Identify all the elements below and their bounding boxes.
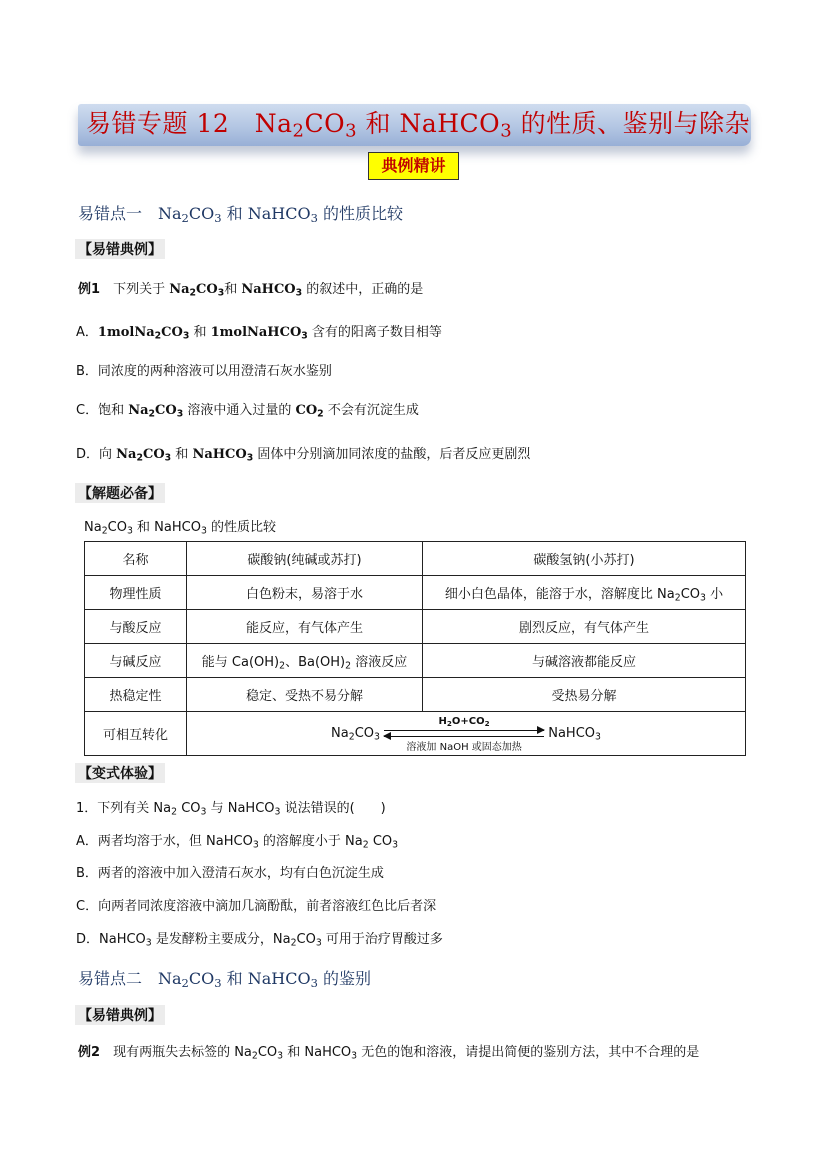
table-row bbox=[85, 678, 746, 712]
table-cell: 能反应，有气体产生 bbox=[187, 610, 423, 644]
table-cell: 可相互转化 bbox=[85, 712, 187, 756]
variant-option-a: A．两者均溶于水，但 NaHCO$_3$ 的溶解度小于 $Na_2$ $CO_3$ bbox=[76, 834, 399, 851]
comparison-table bbox=[84, 541, 746, 756]
table-header-cell: 名称 bbox=[85, 542, 187, 576]
option-c: C．饱和 $Na_2CO_3$ 溶液中通入过量的 $CO_2$ 不会有沉淀生成 bbox=[76, 403, 419, 420]
table-cell: 物理性质 bbox=[85, 576, 187, 610]
section-heading-1: 易错点一 $Na_2CO_3$ 和 NaHCO$_3$ 的性质比较 bbox=[78, 204, 404, 225]
option-d: D．向 $Na_2CO_3$ 和 NaHCO$_3$ 固体中分别滴加同浓度的盐酸，后者反应更剧烈 bbox=[76, 447, 531, 464]
formula-nahco3: NaHCO$_3$ bbox=[548, 726, 601, 743]
reversible-arrow bbox=[384, 717, 544, 751]
reverse-arrow bbox=[384, 736, 544, 737]
table-cell: 能与 $Ca(OH)_2$、$Ba(OH)_2$ 溶液反应 bbox=[187, 644, 423, 678]
table-caption: $Na_2CO_3$ 和 NaHCO$_3$ 的性质比较 bbox=[84, 520, 277, 537]
table-cell: 稳定、受热不易分解 bbox=[187, 678, 423, 712]
variant-option-c: C．向两者同浓度溶液中滴加几滴酚酞，前者溶液红色比后者深 bbox=[76, 899, 437, 914]
table-cell: 与碱反应 bbox=[85, 644, 187, 678]
table-row bbox=[85, 542, 746, 576]
table-row bbox=[85, 712, 746, 756]
table-cell: 受热易分解 bbox=[423, 678, 746, 712]
example-2-stem: 例2 现有两瓶失去标签的 $Na_2CO_3$ 和 NaHCO$_3$ 无色的饱和溶液，请提出简便的鉴别方法，其中不合理的是 bbox=[78, 1045, 700, 1062]
table-row bbox=[85, 576, 746, 610]
option-b: B．同浓度的两种溶液可以用澄清石灰水鉴别 bbox=[76, 364, 332, 379]
table-cell: 剧烈反应，有气体产生 bbox=[423, 610, 746, 644]
reverse-condition: 溶液加 NaOH 或固态加热 bbox=[406, 741, 522, 753]
label-typical-example-2: 【易错典例】 bbox=[75, 1005, 165, 1025]
conversion-equation bbox=[187, 712, 746, 756]
forward-arrow bbox=[384, 730, 544, 731]
label-variant: 【变式体验】 bbox=[75, 763, 165, 783]
table-row bbox=[85, 644, 746, 678]
table-cell: 与酸反应 bbox=[85, 610, 187, 644]
table-cell: 细小白色晶体，能溶于水，溶解度比 $Na_2CO_3$ 小 bbox=[423, 576, 746, 610]
variant-question: 1．下列有关 $Na_2$ $CO_3$ 与 NaHCO$_3$ 说法错误的( ) bbox=[76, 801, 386, 818]
table-header-cell: 碳酸钠(纯碱或苏打) bbox=[187, 542, 423, 576]
table-header-cell: 碳酸氢钠(小苏打) bbox=[423, 542, 746, 576]
forward-condition: $H_2O+CO_2$ bbox=[438, 715, 490, 728]
variant-option-b: B．两者的溶液中加入澄清石灰水，均有白色沉淀生成 bbox=[76, 866, 384, 881]
label-typical-example: 【易错典例】 bbox=[75, 239, 165, 259]
variant-option-d: D．NaHCO$_3$ 是发酵粉主要成分，$Na_2CO_3$ 可用于治疗胃酸过多 bbox=[76, 932, 443, 949]
table-cell: 热稳定性 bbox=[85, 678, 187, 712]
formula-na2co3: $Na_2CO_3$ bbox=[331, 726, 380, 743]
table-cell: 白色粉末，易溶于水 bbox=[187, 576, 423, 610]
table-cell: 与碱溶液都能反应 bbox=[423, 644, 746, 678]
section-tag: 典例精讲 bbox=[368, 152, 459, 180]
label-essentials: 【解题必备】 bbox=[75, 483, 165, 503]
example-1-stem: 例1 下列关于 $Na_2CO_3$和 NaHCO$_3$ 的叙述中，正确的是 bbox=[78, 282, 424, 299]
section-heading-2: 易错点二 $Na_2CO_3$ 和 NaHCO$_3$ 的鉴别 bbox=[78, 969, 372, 990]
table-row bbox=[85, 610, 746, 644]
document-title: 易错专题 12 $Na_2CO_3$ 和 NaHCO$_3$ 的性质、鉴别与除杂 bbox=[86, 109, 751, 142]
option-a: A．$1molNa_2CO_3$ 和 1molNaHCO$_3$ 含有的阳离子数目相等 bbox=[76, 325, 442, 342]
